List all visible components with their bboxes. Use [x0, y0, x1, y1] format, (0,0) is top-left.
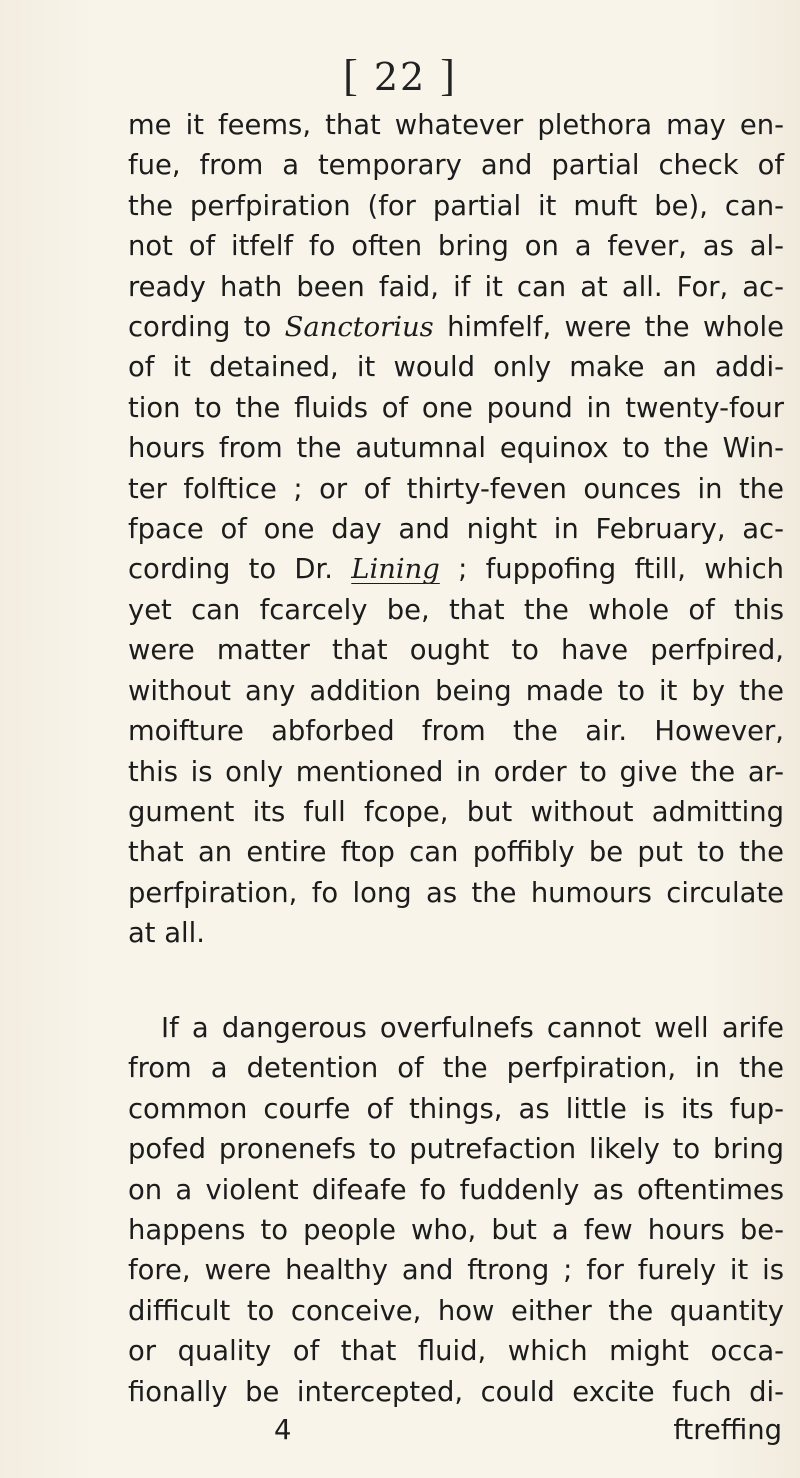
- paragraph-1: [128, 106, 784, 955]
- text-line: moifture abforbed from the air. However,: [128, 716, 784, 748]
- text-line: this is only mentioned in order to give the ar-: [128, 756, 784, 788]
- text-line: [128, 308, 784, 348]
- text-line: perfpiration, fo long as the humours circulate: [128, 877, 784, 909]
- text-line: without any addition being made to it by the: [128, 675, 784, 707]
- text-line: difficult to conceive, how either the quantity: [128, 1295, 784, 1327]
- italic-name-sanctorius: Sanctorius: [284, 312, 434, 344]
- page-header: [0, 50, 800, 101]
- text-line: from a detention of the perfpiration, in the: [128, 1053, 784, 1085]
- text-segment: himfelf, were the whole: [433, 312, 784, 344]
- text-line: tion to the fluids of one pound in twenty-four: [128, 392, 784, 424]
- page-number: 22: [373, 55, 427, 99]
- text-segment: cording to Dr.: [128, 554, 352, 586]
- text-line: at all.: [128, 918, 205, 950]
- text-line: the perfpiration (for partial it muft be), can-: [128, 190, 784, 222]
- text-line: fore, were healthy and ftrong ; for furely it is: [128, 1255, 784, 1287]
- text-line: yet can fcarcely be, that the whole of this: [128, 594, 784, 626]
- text-line: ready hath been faid, if it can at all. For, ac-: [128, 271, 784, 303]
- text-segment: ; fuppofing ftill, which: [439, 554, 784, 586]
- italic-name-lining: Lining: [351, 554, 440, 586]
- text-line: were matter that ought to have perfpired,: [128, 635, 784, 667]
- text-line: of it detained, it would only make an addi-: [128, 352, 784, 384]
- text-line: not of itfelf fo often bring on a fever, as al-: [128, 231, 784, 263]
- header-close-bracket: ]: [440, 51, 457, 100]
- text-line: fpace of one day and night in February, ac-: [128, 514, 784, 546]
- text-line: [128, 550, 784, 590]
- paragraph-2: [128, 1009, 784, 1413]
- text-line: ter folftice ; or of thirty-feven ounces in the: [128, 473, 784, 505]
- text-line: hours from the autumnal equinox to the Win-: [128, 433, 784, 465]
- text-line: happens to people who, but a few hours be-: [128, 1215, 784, 1247]
- catchword: ftreffing: [673, 1415, 782, 1446]
- signature-mark: 4: [274, 1415, 292, 1446]
- header-open-bracket: [: [343, 51, 360, 100]
- text-line: gument its full fcope, but without admitting: [128, 796, 784, 828]
- text-line: If a dangerous overfulnefs cannot well arife: [161, 1013, 784, 1044]
- text-line: fionally be intercepted, could excite fuch di-: [128, 1376, 784, 1408]
- text-line: pofed pronenefs to putrefaction likely to bring: [128, 1134, 784, 1166]
- text-line: common courfe of things, as little is its fup-: [128, 1093, 784, 1125]
- text-line: or quality of that fluid, which might occa-: [128, 1336, 784, 1368]
- text-line: me it feems, that whatever plethora may en-: [128, 110, 784, 141]
- text-line: on a violent difeafe fo fuddenly as oftentimes: [128, 1174, 784, 1206]
- text-segment: cording to: [128, 312, 285, 344]
- text-line: that an entire ftop can poffibly be put to the: [128, 837, 784, 869]
- text-line: fue, from a temporary and partial check of: [128, 150, 784, 182]
